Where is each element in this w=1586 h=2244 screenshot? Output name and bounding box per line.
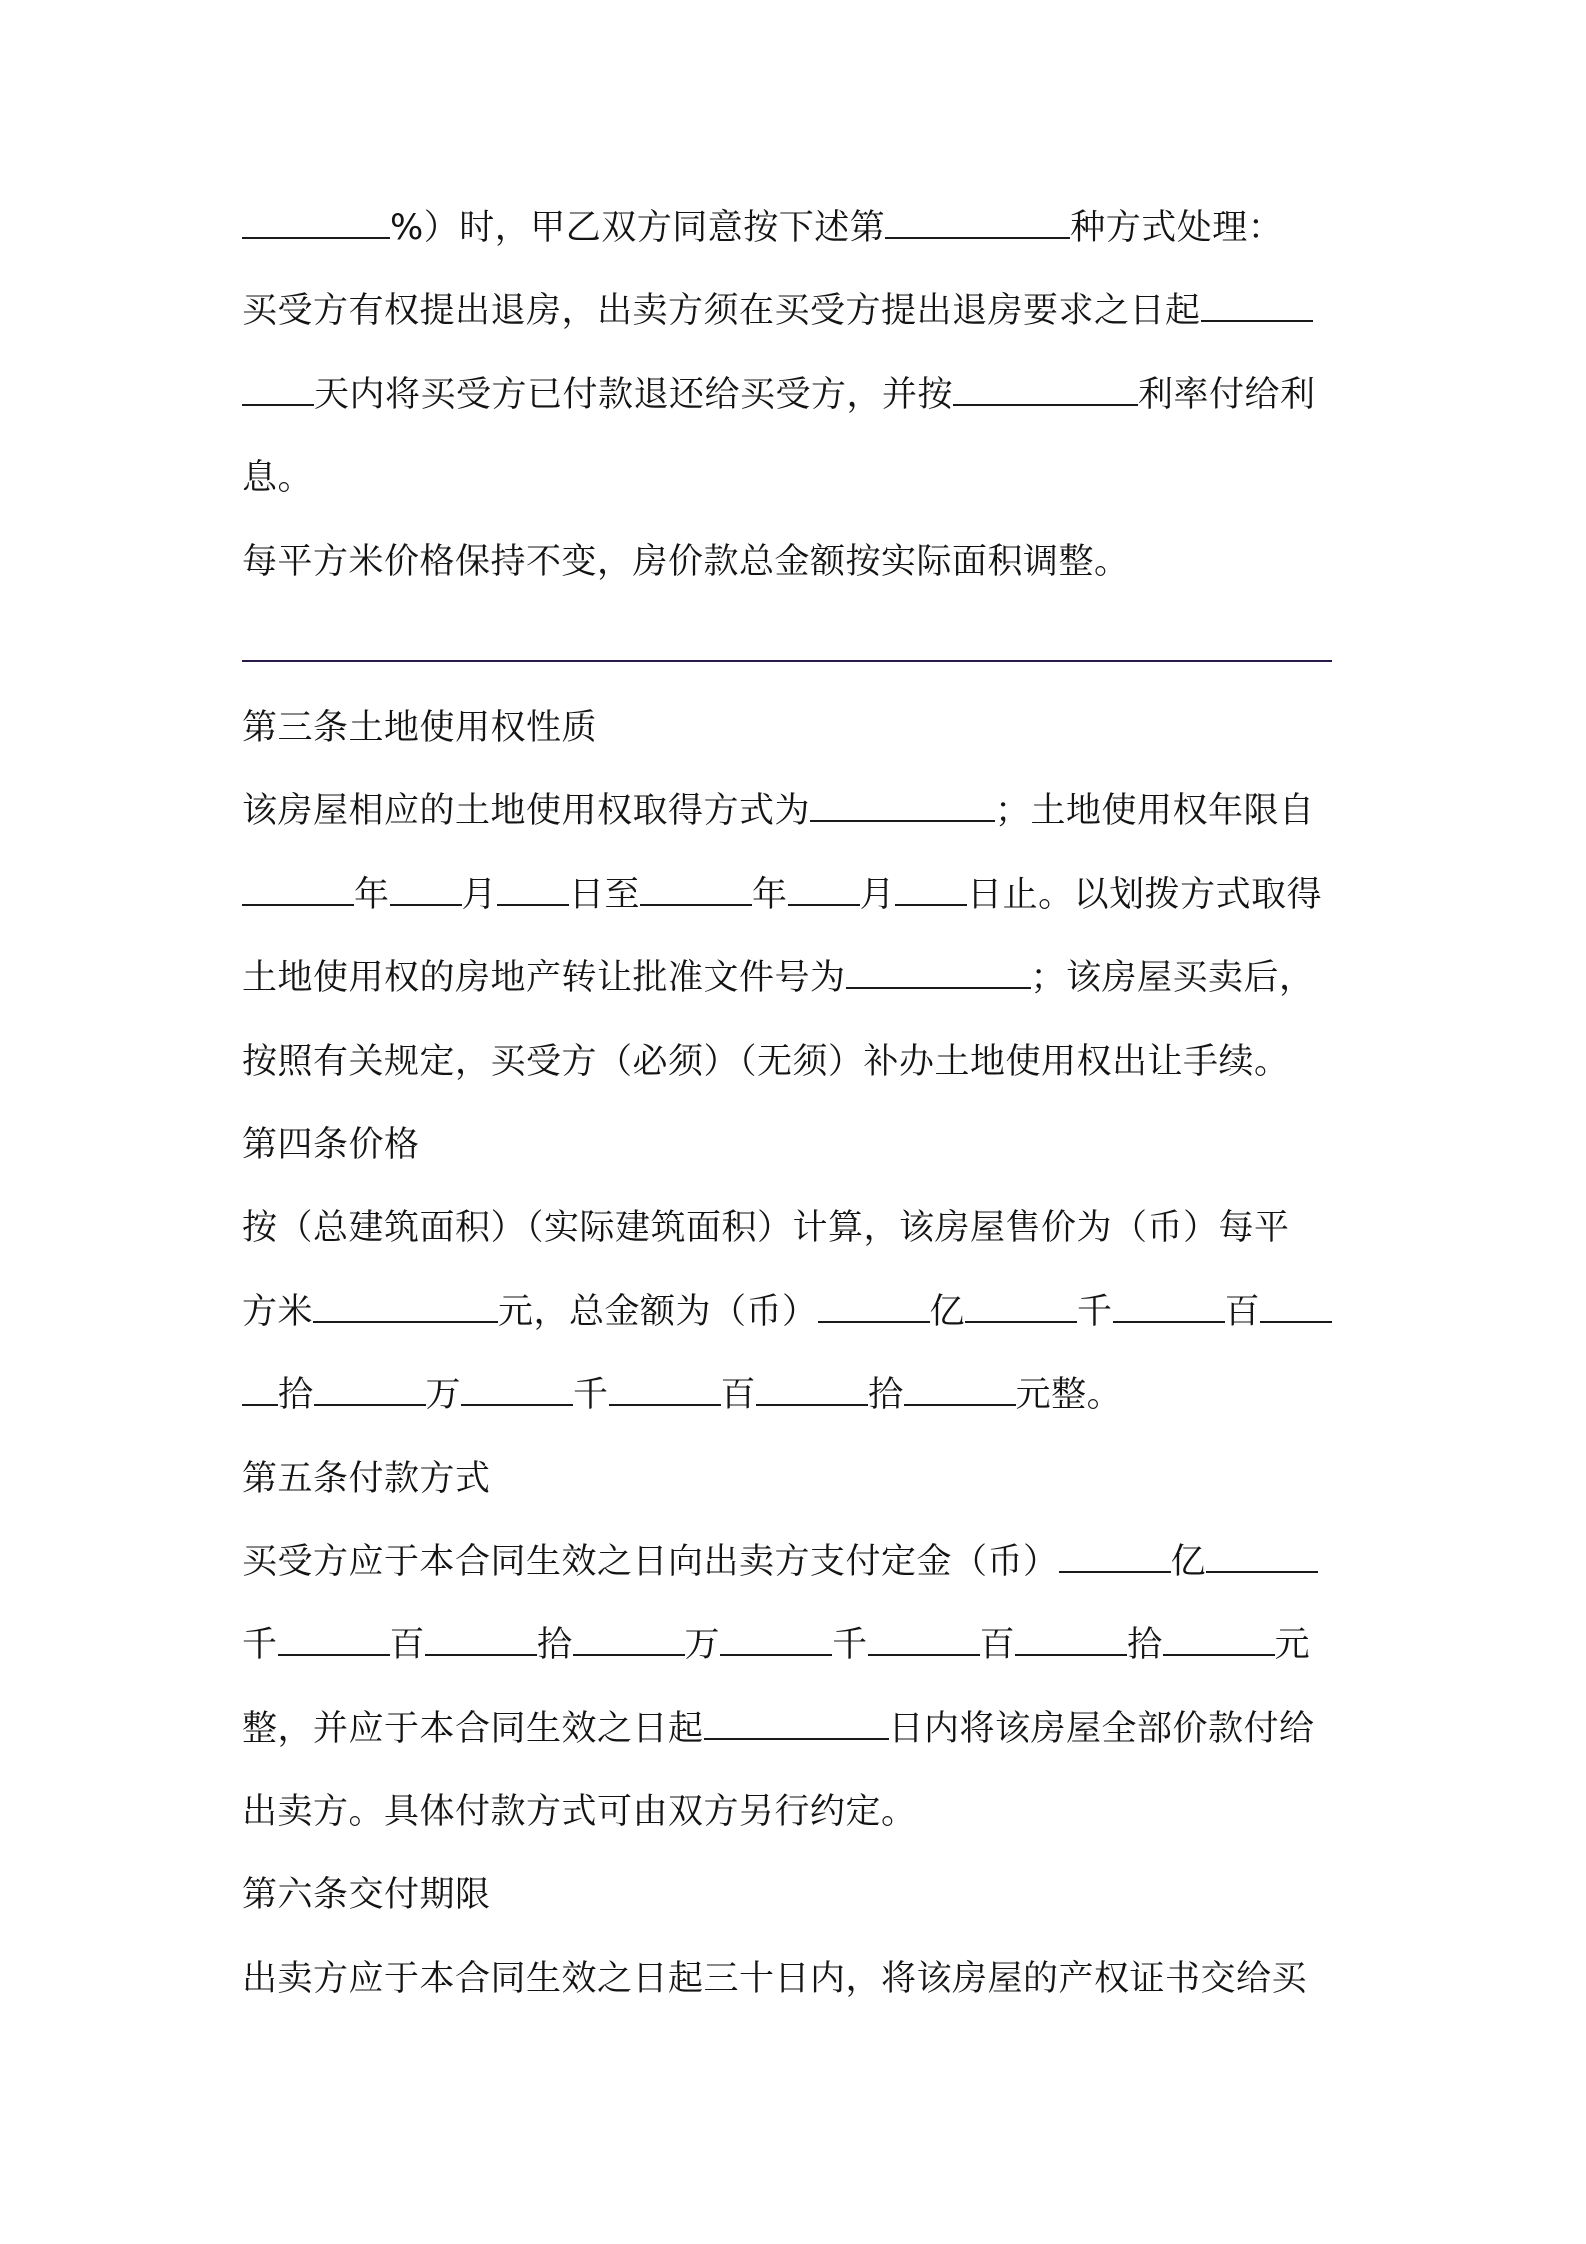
fill-blank [720,1624,832,1656]
fill-blank [242,1374,278,1406]
text-line-17 [242,1620,1362,1670]
fill-blank [313,1291,498,1323]
fill-blank [868,1624,980,1656]
text-segment: 买受方应于本合同生效之日向出卖方支付定金（币） [242,1542,1059,1582]
text-segment: 千 [1077,1292,1113,1332]
fill-blank [818,1291,930,1323]
text-line-10 [242,1037,1362,1087]
text-segment: 出卖方应于本合同生效之日起三十日内，将该房屋的产权证书交给买 [242,1959,1308,1999]
text-segment: 整，并应于本合同生效之日起 [242,1709,704,1749]
fill-blank [242,207,390,239]
section-heading-3 [242,703,1362,753]
text-segment: ；该房屋买卖后， [1030,958,1315,998]
fill-blank [1163,1624,1275,1656]
text-segment: 出卖方。具体付款方式可由双方另行约定。 [242,1792,917,1832]
text-segment: 元 [1274,1625,1311,1665]
fill-blank [1260,1291,1332,1323]
fill-blank [885,207,1070,239]
text-segment: 亿 [929,1292,966,1332]
text-line-21 [242,1954,1362,2004]
text-segment: 拾 [278,1375,314,1415]
text-segment: 日内将该房屋全部价款付给 [888,1709,1315,1749]
text-segment: 千 [832,1625,868,1665]
text-segment: 百 [1224,1292,1261,1332]
fill-blank [1206,1541,1318,1573]
text-segment: 按照有关规定，买受方（必须）（无须）补办土地使用权出让手续。 [242,1042,1290,1082]
text-segment: 百 [979,1625,1016,1665]
horizontal-rule [242,660,1332,662]
text-segment: 利率付给利 [1138,375,1316,415]
fill-blank [788,874,860,906]
text-line-4 [242,453,1362,503]
fill-blank [640,874,752,906]
text-segment: 年 [752,875,788,915]
text-segment: 千 [573,1375,609,1415]
text-segment: 日至 [569,875,641,915]
text-line-9 [242,953,1362,1003]
text-segment: 月 [461,875,498,915]
text-segment: 方米 [242,1292,314,1332]
fill-blank [810,790,995,822]
fill-blank [846,957,1031,989]
text-segment: 按（总建筑面积）（实际建筑面积）计算，该房屋售价为（币）每平 [242,1208,1290,1248]
fill-blank [704,1708,889,1740]
text-segment: 千 [242,1625,278,1665]
section-heading-4 [242,1120,1362,1170]
text-segment: 百 [720,1375,757,1415]
text-line-1 [242,203,1362,253]
section-heading-6 [242,1870,1362,1920]
text-segment: 百 [389,1625,426,1665]
fill-blank [953,374,1138,406]
text-segment: 亿 [1170,1542,1207,1582]
text-segment: 元整。 [1015,1375,1123,1415]
text-segment: 第五条付款方式 [242,1459,491,1499]
text-segment: 买受方有权提出退房，出卖方须在买受方提出退房要求之日起 [242,291,1201,331]
text-line-7 [242,786,1362,836]
text-segment: 拾 [868,1375,904,1415]
fill-blank [242,374,314,406]
text-segment: 万 [425,1375,462,1415]
text-line-8 [242,870,1362,920]
text-segment: 月 [859,875,896,915]
text-segment: 万 [684,1625,721,1665]
text-line-16 [242,1537,1362,1587]
text-segment: 第四条价格 [242,1125,420,1165]
text-line-19 [242,1787,1362,1837]
fill-blank [497,874,569,906]
fill-blank [609,1374,721,1406]
fill-blank [1015,1624,1127,1656]
text-segment: 年 [354,875,390,915]
text-segment: %）时，甲乙双方同意按下述第 [390,208,886,248]
text-segment: 拾 [1127,1625,1163,1665]
text-segment: 土地使用权的房地产转让批准文件号为 [242,958,846,998]
fill-blank [1059,1541,1171,1573]
fill-blank [1201,290,1313,322]
text-line-2 [242,286,1362,336]
fill-blank [278,1624,390,1656]
text-segment: 第六条交付期限 [242,1875,491,1915]
fill-blank [425,1624,537,1656]
text-segment: 元，总金额为（币） [498,1292,818,1332]
text-segment: ；土地使用权年限自 [995,791,1315,831]
fill-blank [895,874,967,906]
fill-blank [242,874,354,906]
text-line-13 [242,1287,1362,1337]
fill-blank [390,874,462,906]
text-segment: 拾 [537,1625,573,1665]
text-line-18 [242,1704,1362,1754]
text-segment: 该房屋相应的土地使用权取得方式为 [242,791,811,831]
text-line-5 [242,537,1362,587]
text-segment: 天内将买受方已付款退还给买受方，并按 [314,375,954,415]
text-line-3 [242,370,1362,420]
text-line-12 [242,1203,1362,1253]
fill-blank [314,1374,426,1406]
text-segment: 日止。以划拨方式取得 [967,875,1323,915]
fill-blank [904,1374,1016,1406]
fill-blank [461,1374,573,1406]
section-heading-5 [242,1454,1362,1504]
text-segment: 息。 [242,458,314,498]
fill-blank [1113,1291,1225,1323]
fill-blank [756,1374,868,1406]
text-segment: 第三条土地使用权性质 [242,708,598,748]
fill-blank [573,1624,685,1656]
text-line-14 [242,1370,1362,1420]
fill-blank [965,1291,1077,1323]
text-segment: 每平方米价格保持不变，房价款总金额按实际面积调整。 [242,542,1130,582]
text-segment: 种方式处理： [1070,208,1284,248]
